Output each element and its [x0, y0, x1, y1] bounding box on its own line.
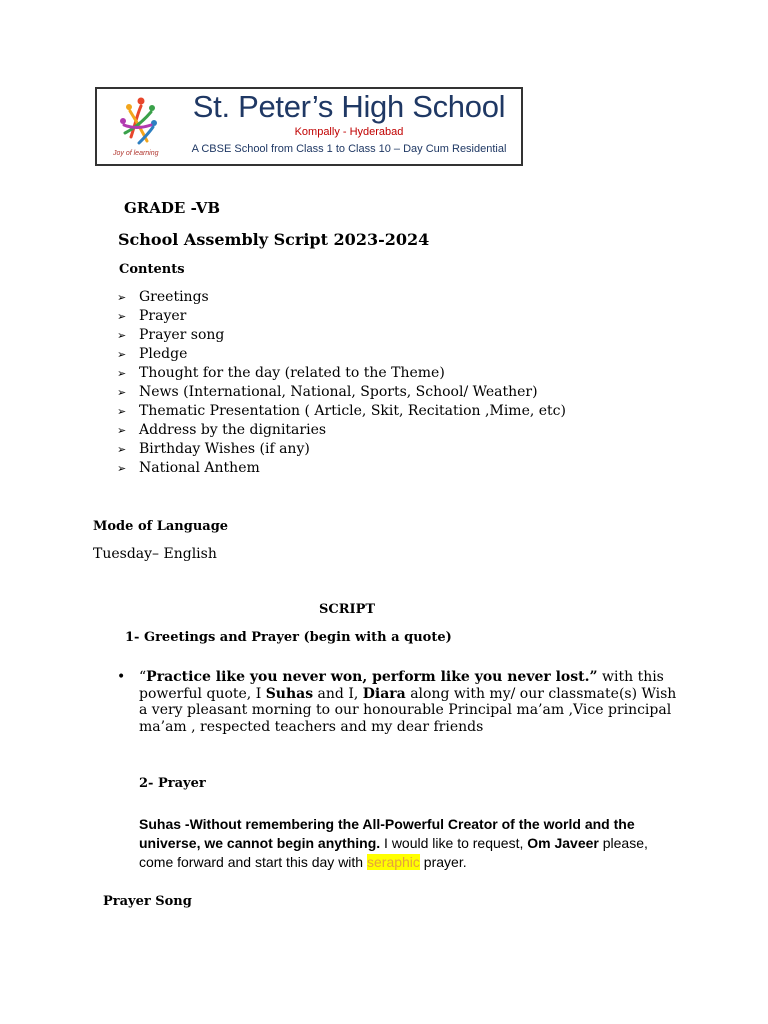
arrow-bullet-icon: ➢ — [117, 386, 127, 399]
arrow-bullet-icon: ➢ — [117, 405, 127, 418]
greeting-text — [139, 669, 677, 735]
speaker-name: Diara — [362, 685, 406, 702]
list-item — [117, 440, 566, 459]
list-item-text: Prayer — [139, 308, 187, 324]
text-run: along with my/ our classmate(s) Wish a very pleasant morning to our honourable Principal ma’am ,Vice principal ma’am , respected teachers and my dear friends — [139, 685, 677, 735]
list-item — [117, 421, 566, 440]
list-item-text: Thematic Presentation ( Article, Skit, Recitation ,Mime, etc) — [139, 403, 566, 419]
logo-tagline: Joy of learning — [113, 150, 159, 157]
grade-heading: GRADE -VB — [124, 199, 221, 217]
list-item — [117, 288, 566, 307]
arrow-bullet-icon: ➢ — [117, 424, 127, 437]
contents-list — [117, 288, 566, 478]
opening-quote: Practice like you never won, perform like you never lost.” — [146, 669, 598, 685]
prayer-song-heading: Prayer Song — [103, 894, 192, 909]
list-item-text: National Anthem — [139, 460, 260, 476]
arrow-bullet-icon: ➢ — [117, 348, 127, 361]
section-greetings-heading: 1- Greetings and Prayer (begin with a quote) — [125, 630, 452, 645]
script-heading: SCRIPT — [319, 602, 376, 617]
contents-heading: Contents — [119, 262, 185, 277]
arrow-bullet-icon: ➢ — [117, 291, 127, 304]
highlighted-word: seraphic — [367, 854, 420, 870]
mode-of-language-heading: Mode of Language — [93, 519, 229, 534]
bullet-dot-icon: • — [117, 669, 126, 685]
list-item — [117, 326, 566, 345]
list-item — [117, 402, 566, 421]
text-run: please, come forward and start this day with — [139, 835, 648, 870]
arrow-bullet-icon: ➢ — [117, 367, 127, 380]
list-item-text: Greetings — [139, 289, 209, 305]
list-item-text: Address by the dignitaries — [139, 422, 327, 438]
list-item — [117, 459, 566, 478]
mode-of-language-value: Tuesday– English — [93, 546, 217, 562]
list-item — [117, 345, 566, 364]
section-prayer-heading: 2- Prayer — [139, 776, 206, 791]
list-item — [117, 307, 566, 326]
text-run: and I, — [313, 685, 363, 702]
prayer-intro: Suhas -Without remembering the All-Powerful Creator of the world and the universe, we cannot begin anything. — [139, 816, 635, 851]
list-item-text: News (International, National, Sports, School/ Weather) — [139, 384, 538, 400]
arrow-bullet-icon: ➢ — [117, 329, 127, 342]
text-run: I would like to request, — [380, 835, 528, 851]
arrow-bullet-icon: ➢ — [117, 310, 127, 323]
student-name: Om Javeer — [527, 835, 599, 851]
arrow-bullet-icon: ➢ — [117, 462, 127, 475]
school-header-banner — [95, 87, 523, 166]
list-item-text: Birthday Wishes (if any) — [139, 441, 310, 457]
arrow-bullet-icon: ➢ — [117, 443, 127, 456]
speaker-name: Suhas — [265, 685, 314, 702]
list-item-text: Pledge — [139, 346, 188, 362]
greeting-paragraph — [117, 669, 677, 735]
school-logo-icon — [111, 95, 167, 147]
list-item — [117, 383, 566, 402]
school-description: A CBSE School from Class 1 to Class 10 – Day Cum Residential — [191, 143, 507, 155]
document-title: School Assembly Script 2023-2024 — [118, 230, 430, 249]
school-location: Kompally - Hyderabad — [294, 126, 404, 138]
list-item-text: Prayer song — [139, 327, 225, 343]
text-run: prayer. — [419, 854, 467, 870]
quote-mark: “ — [139, 669, 147, 685]
list-item-text: Thought for the day (related to the Theme) — [139, 365, 445, 381]
list-item — [117, 364, 566, 383]
prayer-paragraph — [139, 815, 679, 872]
school-name: St. Peter’s High School — [192, 89, 506, 124]
text-run: with this powerful quote, I — [139, 669, 664, 702]
